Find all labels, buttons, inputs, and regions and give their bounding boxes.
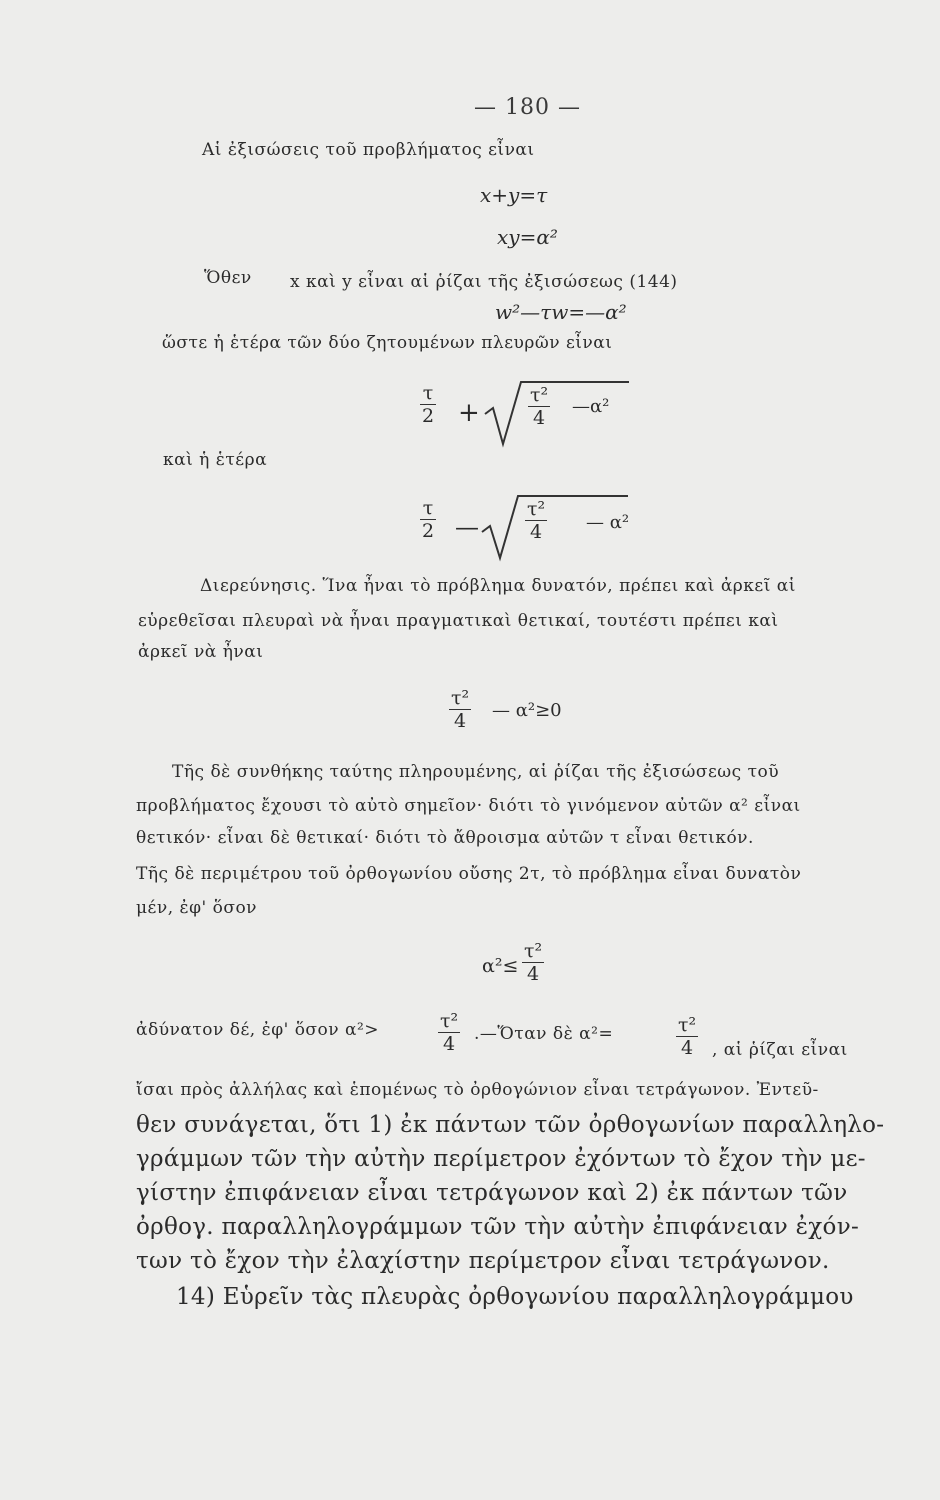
page-number: — 180 — (474, 95, 581, 120)
text-line: μέν, ἐφ' ὅσον (136, 898, 258, 918)
text-line: καὶ ἡ ἑτέρα (163, 450, 268, 470)
text-line: εὑρεθεῖσαι πλευραὶ νὰ ἦναι πραγματικαὶ θετικαί, τουτέστι πρέπει καὶ (138, 611, 779, 631)
text-line: θεν συνάγεται, ὅτι 1) ἐκ πάντων τῶν ὀρθογωνίων παραλληλο- (136, 1112, 885, 1138)
text-line: Ὅθεν (204, 268, 252, 288)
fraction-tau2-over-4: $\frac{\text{τ²}}{4}$ (527, 498, 546, 543)
section-heading-line: Διερεύνησις. Ἵνα ἦναι τὸ πρόβλημα δυνατόν, πρέπει καὶ ἀρκεῖ αἱ (200, 576, 796, 596)
fraction-tau-over-2: $\frac{\tau}{2}$ (422, 497, 435, 542)
sqrt-icon (483, 378, 633, 448)
fraction-tau2-over-4: $\frac{\text{τ²}}{4}$ (451, 687, 470, 732)
alpha2-leq: α²≤ (482, 955, 519, 977)
equation-product: xy=α² (497, 225, 558, 249)
text-line: των τὸ ἔχον τὴν ἐλαχίστην περίμετρον εἶναι τετράγωνον. (136, 1248, 830, 1274)
fraction-tau2-over-4: $\frac{\text{τ²}}{4}$ (678, 1014, 697, 1059)
equation-sum: x+y=τ (480, 183, 548, 207)
text-line: προβλήματος ἔχουσι τὸ αὐτὸ σημεῖον· διότι τὸ γινόμενον αὐτῶν α² εἶναι (136, 796, 801, 816)
text-line: ὥστε ἡ ἑτέρα τῶν δύο ζητουμένων πλευρῶν εἶναι (162, 333, 613, 353)
inequality-tail: — α²≥0 (492, 700, 562, 721)
equation-quadratic: w²—τw=—α² (495, 300, 627, 324)
text-line: γράμμων τῶν τὴν αὐτὴν περίμετρον ἐχόντων τὸ ἔχον τὴν με- (136, 1146, 866, 1172)
text-line: θετικόν· εἶναι δὲ θετικαί· διότι τὸ ἄθροισμα αὐτῶν τ εἶναι θετικόν. (136, 828, 754, 848)
minus-sign: — (455, 513, 479, 541)
minus-alpha2: — α² (586, 512, 630, 533)
text-line: .—Ὅταν δὲ α²= (474, 1024, 614, 1044)
text-line: x καὶ y εἶναι αἱ ῥίζαι τῆς ἐξισώσεως (144) (290, 272, 678, 292)
text-line: ὀρθογ. παραλληλογράμμων τῶν τὴν αὐτὴν ἐπιφάνειαν ἐχόν- (136, 1214, 860, 1240)
text-line: ἀδύνατον δέ, ἐφ' ὅσον α²> (136, 1020, 380, 1040)
text-line: γίστην ἐπιφάνειαν εἶναι τετράγωνον καὶ 2) ἐκ πάντων τῶν (136, 1180, 848, 1206)
plus-sign: + (458, 398, 480, 428)
text-line: Αἱ ἐξισώσεις τοῦ προβλήματος εἶναι (202, 140, 535, 160)
problem-heading: 14) Εὑρεῖν τὰς πλευρὰς ὀρθογωνίου παραλληλογράμμου (176, 1284, 854, 1310)
fraction-tau2-over-4: $\frac{\text{τ²}}{4}$ (524, 940, 543, 985)
text-line: , αἱ ῥίζαι εἶναι (712, 1040, 848, 1060)
text-line: ἴσαι πρὸς ἀλλήλας καὶ ἑπομένως τὸ ὀρθογώνιον εἶναι τετράγωνον. Ἐντεῦ- (136, 1080, 819, 1100)
text-line: ἀρκεῖ νὰ ἦναι (138, 642, 264, 662)
fraction-tau-over-2: $\frac{\tau}{2}$ (422, 382, 435, 427)
text-line: Τῆς δὲ συνθήκης ταύτης πληρουμένης, αἱ ῥίζαι τῆς ἐξισώσεως τοῦ (172, 762, 780, 782)
fraction-tau2-over-4: $\frac{\text{τ²}}{4}$ (530, 384, 549, 429)
minus-alpha2: —α² (572, 396, 610, 417)
fraction-tau2-over-4: $\frac{\text{τ²}}{4}$ (440, 1010, 459, 1055)
text-line: Τῆς δὲ περιμέτρου τοῦ ὀρθογωνίου οὔσης 2τ, τὸ πρόβλημα εἶναι δυνατὸν (136, 864, 802, 884)
